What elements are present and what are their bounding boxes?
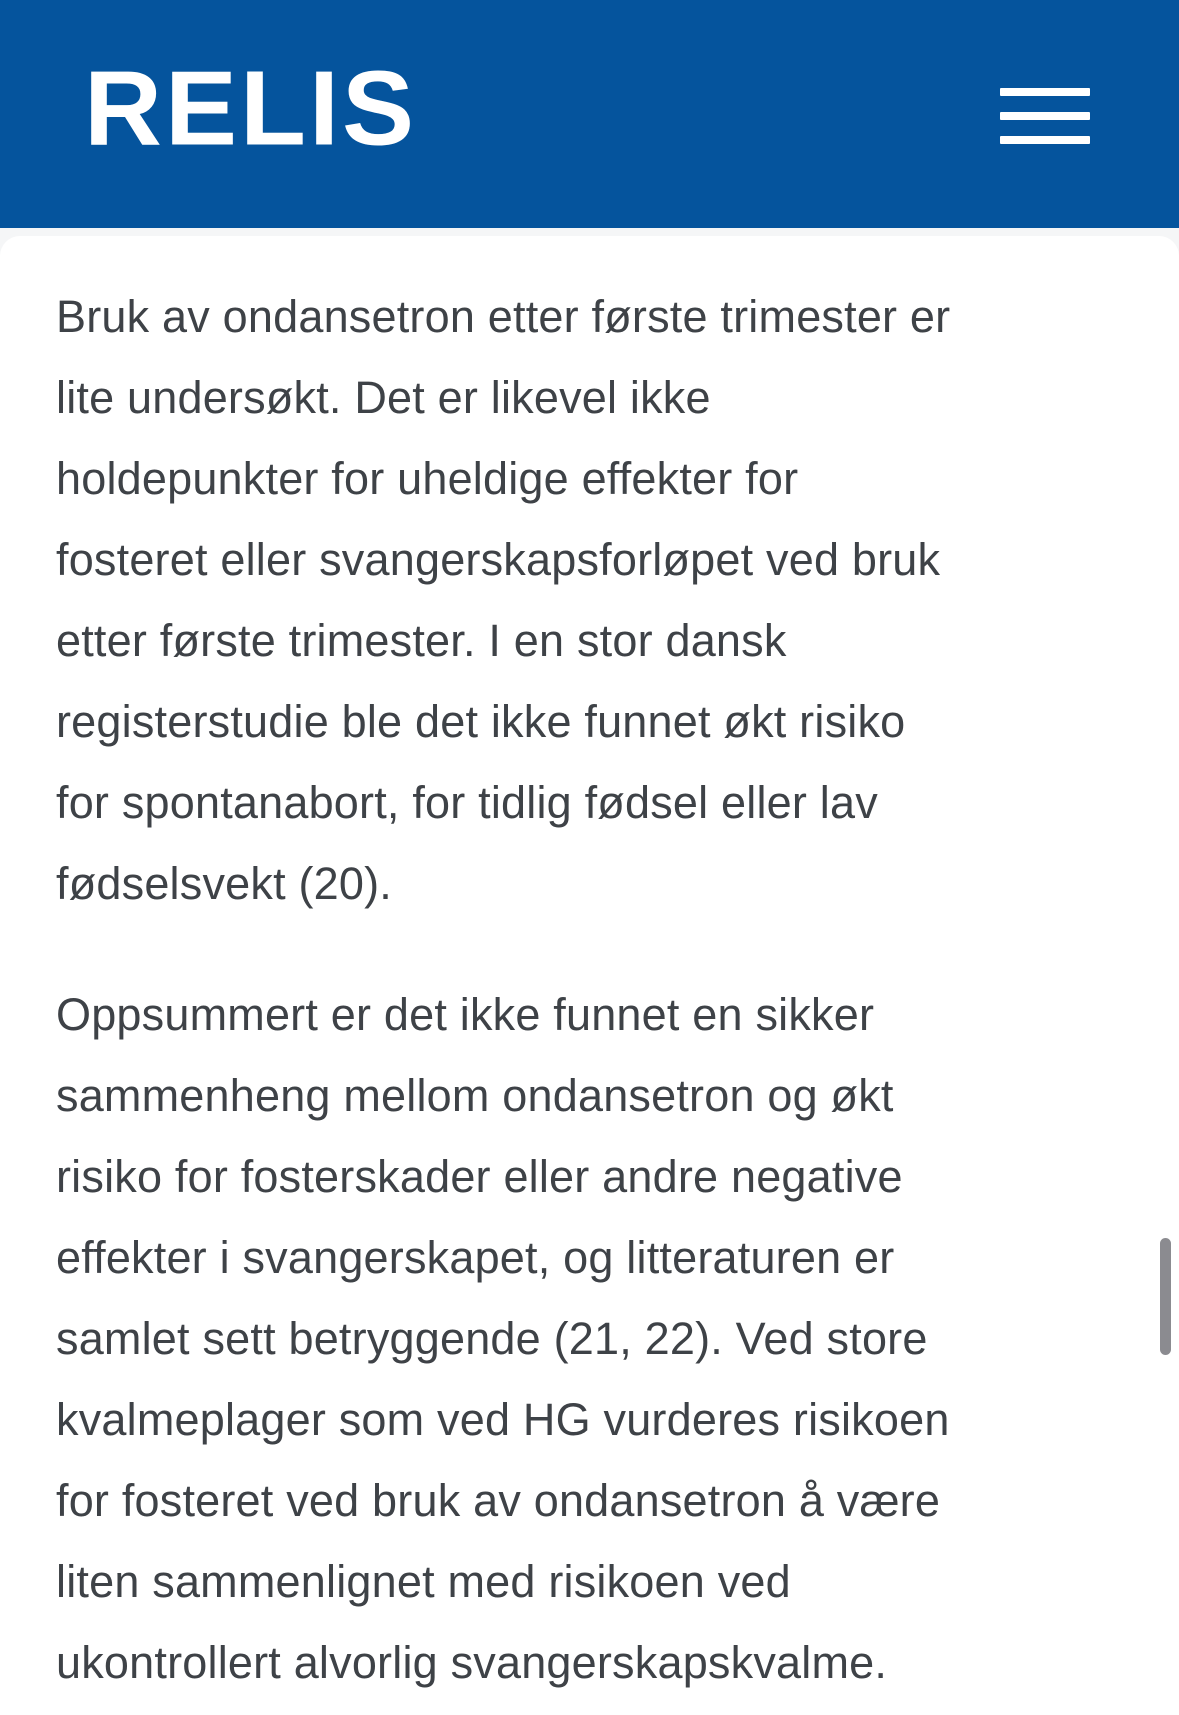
text-line: samlet sett betryggende (21, 22). Ved store: [56, 1313, 928, 1364]
text-line: ukontrollert alvorlig svangerskapskvalme.: [56, 1637, 888, 1688]
text-line: Oppsummert er det ikke funnet en sikker: [56, 989, 875, 1040]
text-line: registerstudie ble det ikke funnet økt risiko: [56, 696, 906, 747]
text-line: fosteret eller svangerskapsforløpet ved bruk: [56, 534, 941, 585]
scrollbar-thumb[interactable]: [1160, 1238, 1171, 1355]
text-line: fødselsvekt (20).: [56, 858, 393, 909]
text-line: risiko for fosterskader eller andre negative: [56, 1151, 903, 1202]
menu-button[interactable]: [1000, 88, 1090, 144]
relis-logo[interactable]: RELIS: [84, 48, 418, 167]
hamburger-icon: [1000, 88, 1090, 144]
paragraph: [56, 974, 1123, 1703]
text-line: for spontanabort, for tidlig fødsel eller lav: [56, 777, 878, 828]
text-line: holdepunkter for uheldige effekter for: [56, 453, 799, 504]
text-line: for fosteret ved bruk av ondansetron å være: [56, 1475, 941, 1526]
hamburger-bar: [1000, 88, 1090, 96]
hamburger-bar: [1000, 112, 1090, 120]
text-line: Bruk av ondansetron etter første trimester er: [56, 291, 951, 342]
header: [0, 0, 1179, 228]
text-line: kvalmeplager som ved HG vurderes risikoen: [56, 1394, 950, 1445]
text-line: liten sammenlignet med risikoen ved: [56, 1556, 791, 1607]
paragraph: [56, 276, 1123, 924]
text-line: effekter i svangerskapet, og litteraturen er: [56, 1232, 895, 1283]
hamburger-bar: [1000, 136, 1090, 144]
article-content: [0, 236, 1179, 1715]
text-line: lite undersøkt. Det er likevel ikke: [56, 372, 711, 423]
text-line: sammenheng mellom ondansetron og økt: [56, 1070, 894, 1121]
text-line: etter første trimester. I en stor dansk: [56, 615, 787, 666]
